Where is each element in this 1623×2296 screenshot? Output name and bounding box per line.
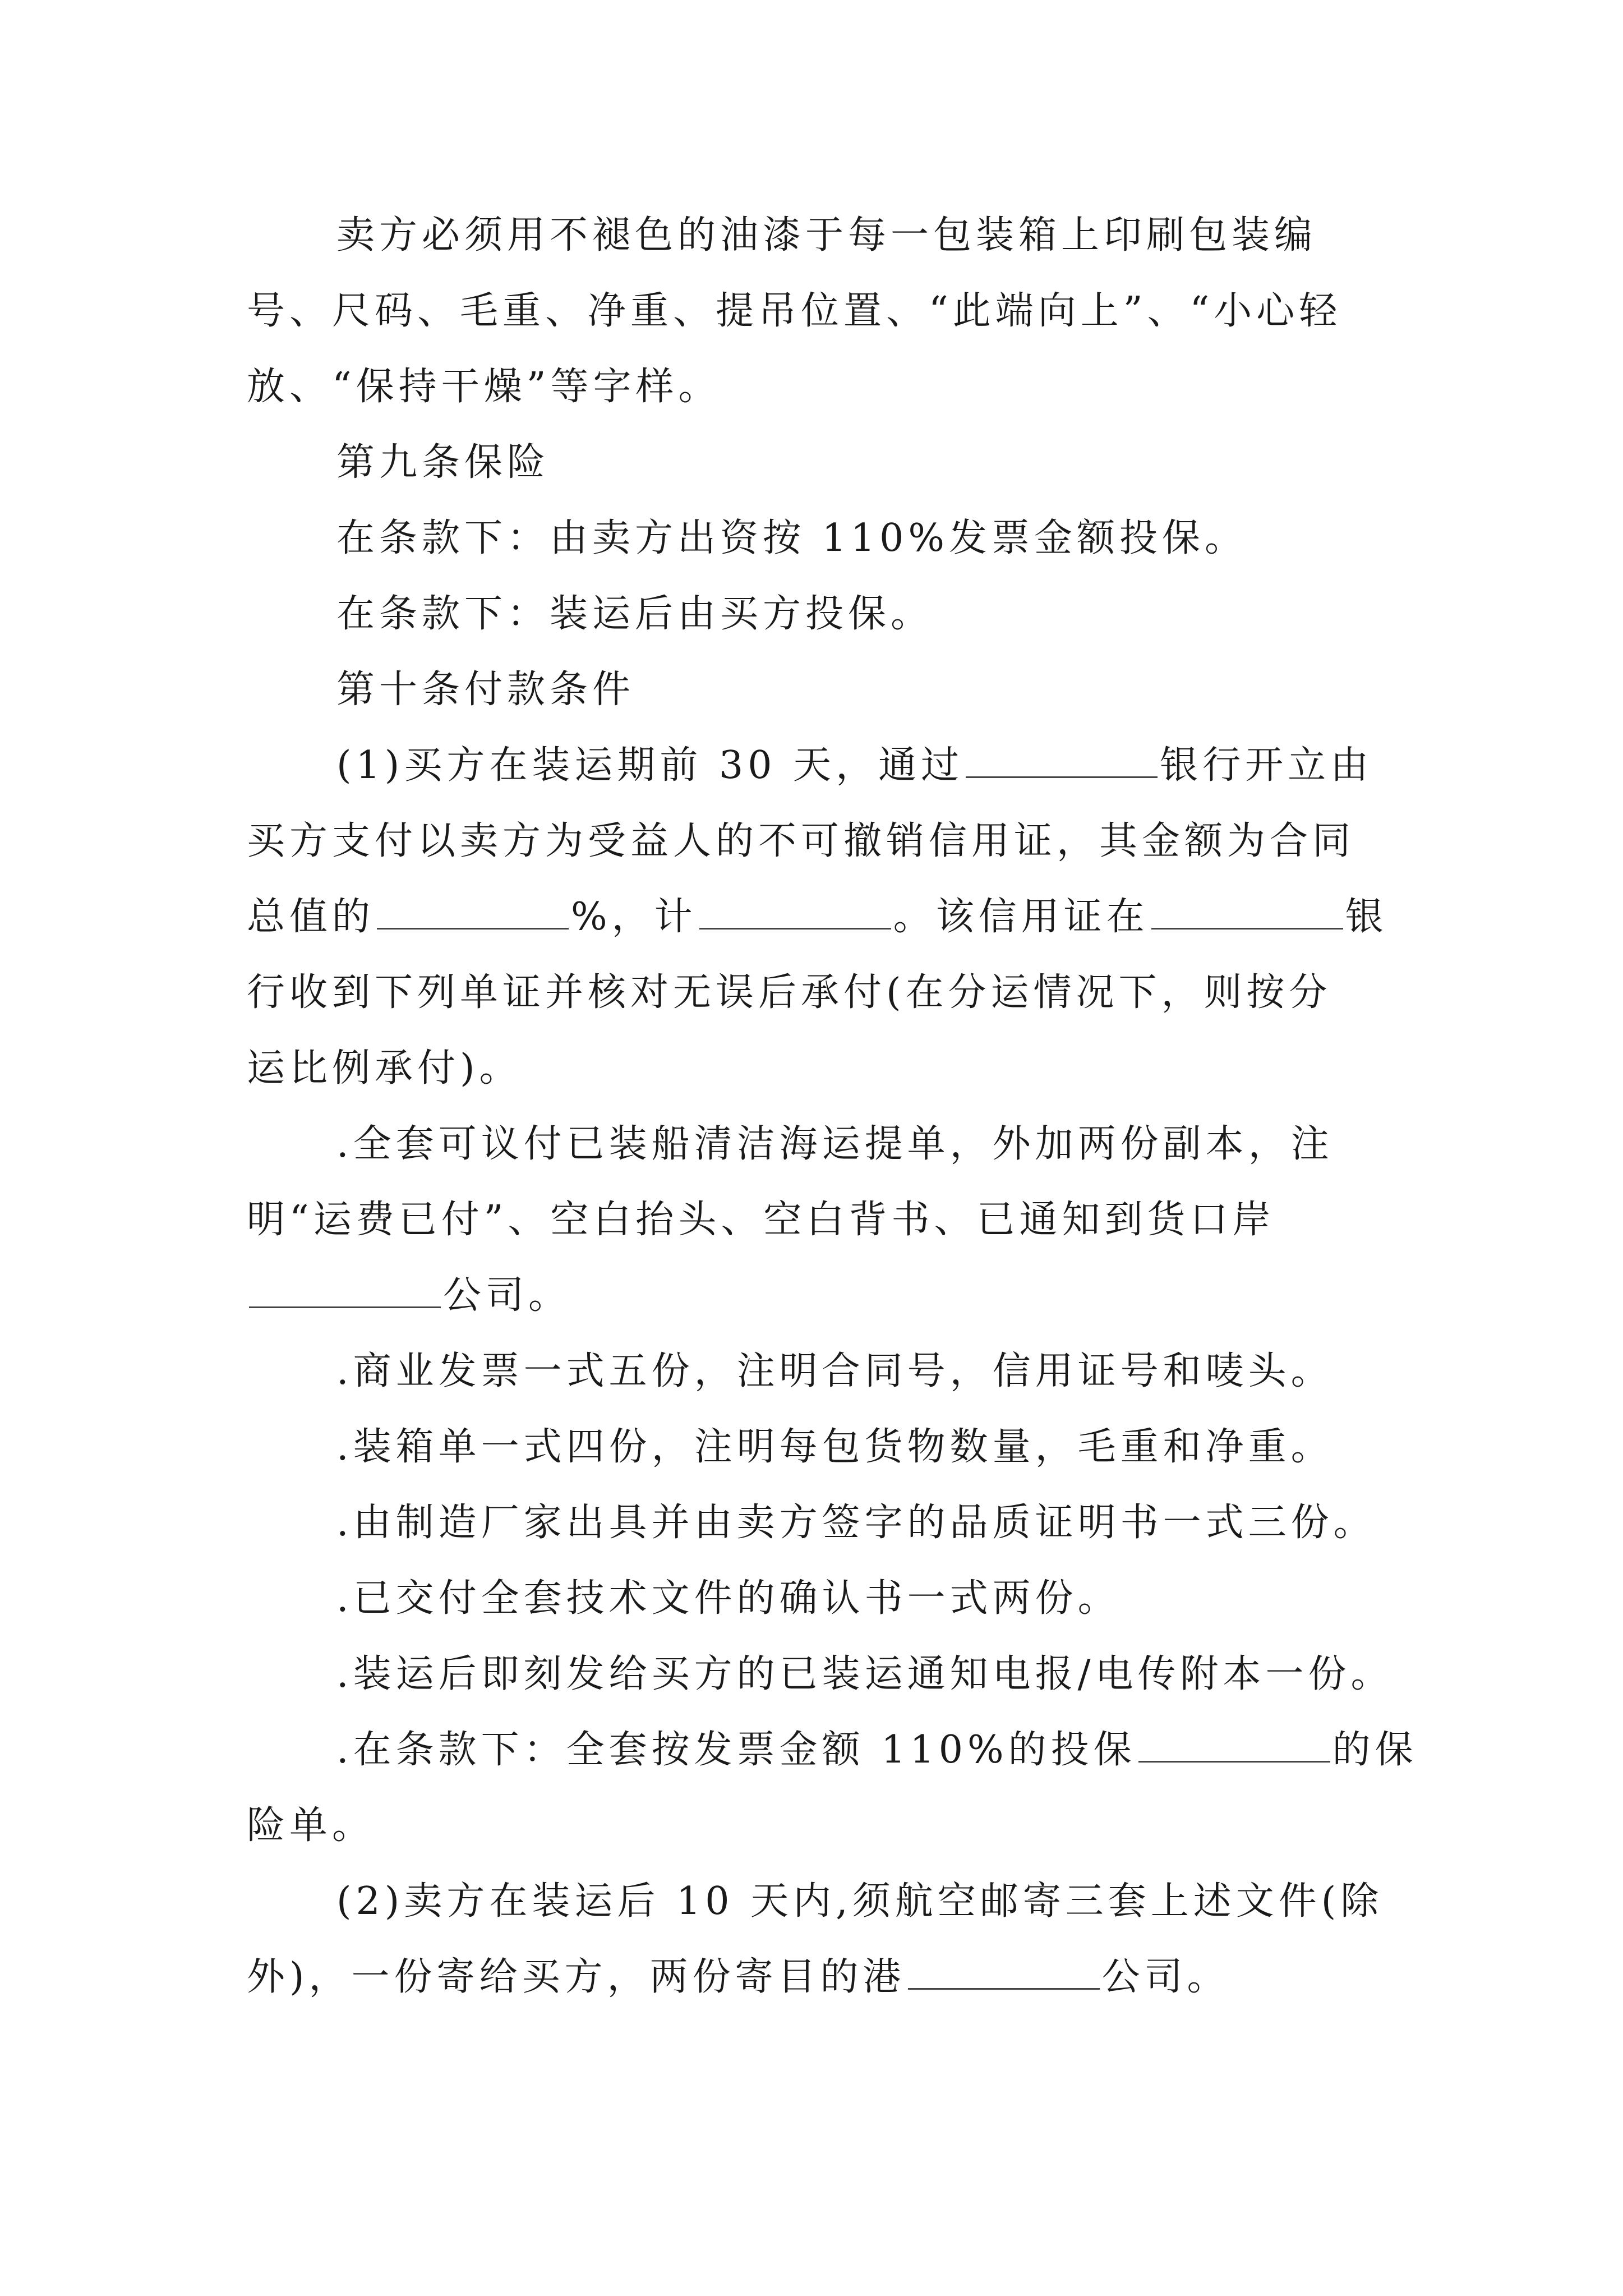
fill-in-blank: [377, 896, 569, 930]
text-line: [336, 589, 933, 639]
text-line: [247, 1271, 571, 1321]
fill-in-blank: [1138, 1729, 1330, 1763]
text-segment: 银: [1345, 895, 1388, 939]
text-line: [336, 1725, 1418, 1775]
text-segment: .由制造厂家出具并由卖方签字的品质证明书一式三份。: [336, 1501, 1376, 1545]
fill-in-blank: [908, 1957, 1100, 1990]
text-segment: 在条款下：由卖方出资按 110%发票金额投保。: [336, 516, 1248, 560]
text-line: [247, 1801, 375, 1851]
text-segment: 外)，一份寄给买方，两份寄目的港: [247, 1955, 906, 1999]
text-segment: 公司。: [1101, 1955, 1230, 1999]
text-segment: 公司。: [443, 1273, 571, 1318]
text-segment: 行收到下列单证并核对无误后承付(在分运情况下，则按分: [247, 970, 1332, 1015]
text-segment: 险单。: [247, 1803, 375, 1848]
section-heading: [336, 438, 550, 488]
text-line: [247, 968, 1332, 1018]
text-line: [247, 1952, 1230, 2003]
text-segment: .全套可议付已装船清洁海运提单，外加两份副本，注: [336, 1122, 1334, 1166]
text-segment: 明“运费已付”、空白抬头、空白背书、已通知到货口岸: [247, 1198, 1275, 1242]
text-line: [247, 362, 721, 412]
text-segment: 总值的: [247, 895, 375, 939]
text-segment: 号、尺码、毛重、净重、提吊位置、“此端向上”、“小心轻: [247, 289, 1342, 333]
text-segment: 。该信用证在: [893, 895, 1149, 939]
text-segment: .已交付全套技术文件的确认书一式两份。: [336, 1576, 1121, 1621]
text-segment: 银行开立由: [1160, 743, 1373, 788]
text-segment: 买方支付以卖方为受益人的不可撤销信用证，其金额为合同: [247, 819, 1355, 863]
text-segment: 运比例承付)。: [247, 1046, 522, 1091]
fill-in-blank: [1151, 896, 1343, 930]
text-line: [336, 1573, 1121, 1624]
text-segment: 在条款下：装运后由买方投保。: [336, 592, 934, 636]
text-line: [336, 513, 1247, 564]
text-segment: 的保: [1332, 1728, 1418, 1772]
text-segment: (2)卖方在装运后 10 天内,须航空邮寄三套上述文件(除: [336, 1879, 1384, 1924]
text-line: [336, 1876, 1383, 1927]
text-line: [336, 1649, 1394, 1700]
text-line: [336, 210, 1317, 261]
text-line: [336, 1119, 1334, 1170]
text-segment: 卖方必须用不褪色的油漆于每一包装箱上印刷包装编: [336, 213, 1317, 257]
fill-in-blank: [966, 745, 1158, 778]
text-segment: 第九条保险: [336, 440, 550, 485]
text-line: [336, 1498, 1376, 1548]
text-segment: (1)买方在装运期前 30 天，通过: [336, 743, 964, 788]
text-segment: .商业发票一式五份，注明合同号，信用证号和唛头。: [336, 1349, 1334, 1393]
text-segment: 放、“保持干燥”等字样。: [247, 365, 721, 409]
text-line: [336, 1346, 1334, 1397]
text-line: [336, 740, 1373, 791]
text-line: [247, 1043, 522, 1094]
text-line: [247, 1195, 1275, 1245]
text-line: [247, 816, 1355, 867]
text-segment: 第十条付款条件: [336, 668, 635, 712]
text-line: [247, 286, 1341, 337]
text-line: [336, 1422, 1334, 1473]
text-segment: .装运后即刻发给买方的已装运通知电报/电传附本一份。: [336, 1652, 1394, 1696]
section-heading: [336, 665, 635, 715]
text-segment: .装箱单一式四份，注明每包货物数量，毛重和净重。: [336, 1425, 1334, 1469]
text-line: [247, 892, 1388, 942]
fill-in-blank: [249, 1275, 441, 1308]
fill-in-blank: [699, 896, 891, 930]
text-segment: .在条款下：全套按发票金额 110%的投保: [336, 1728, 1136, 1772]
text-segment: %，计: [571, 895, 697, 939]
